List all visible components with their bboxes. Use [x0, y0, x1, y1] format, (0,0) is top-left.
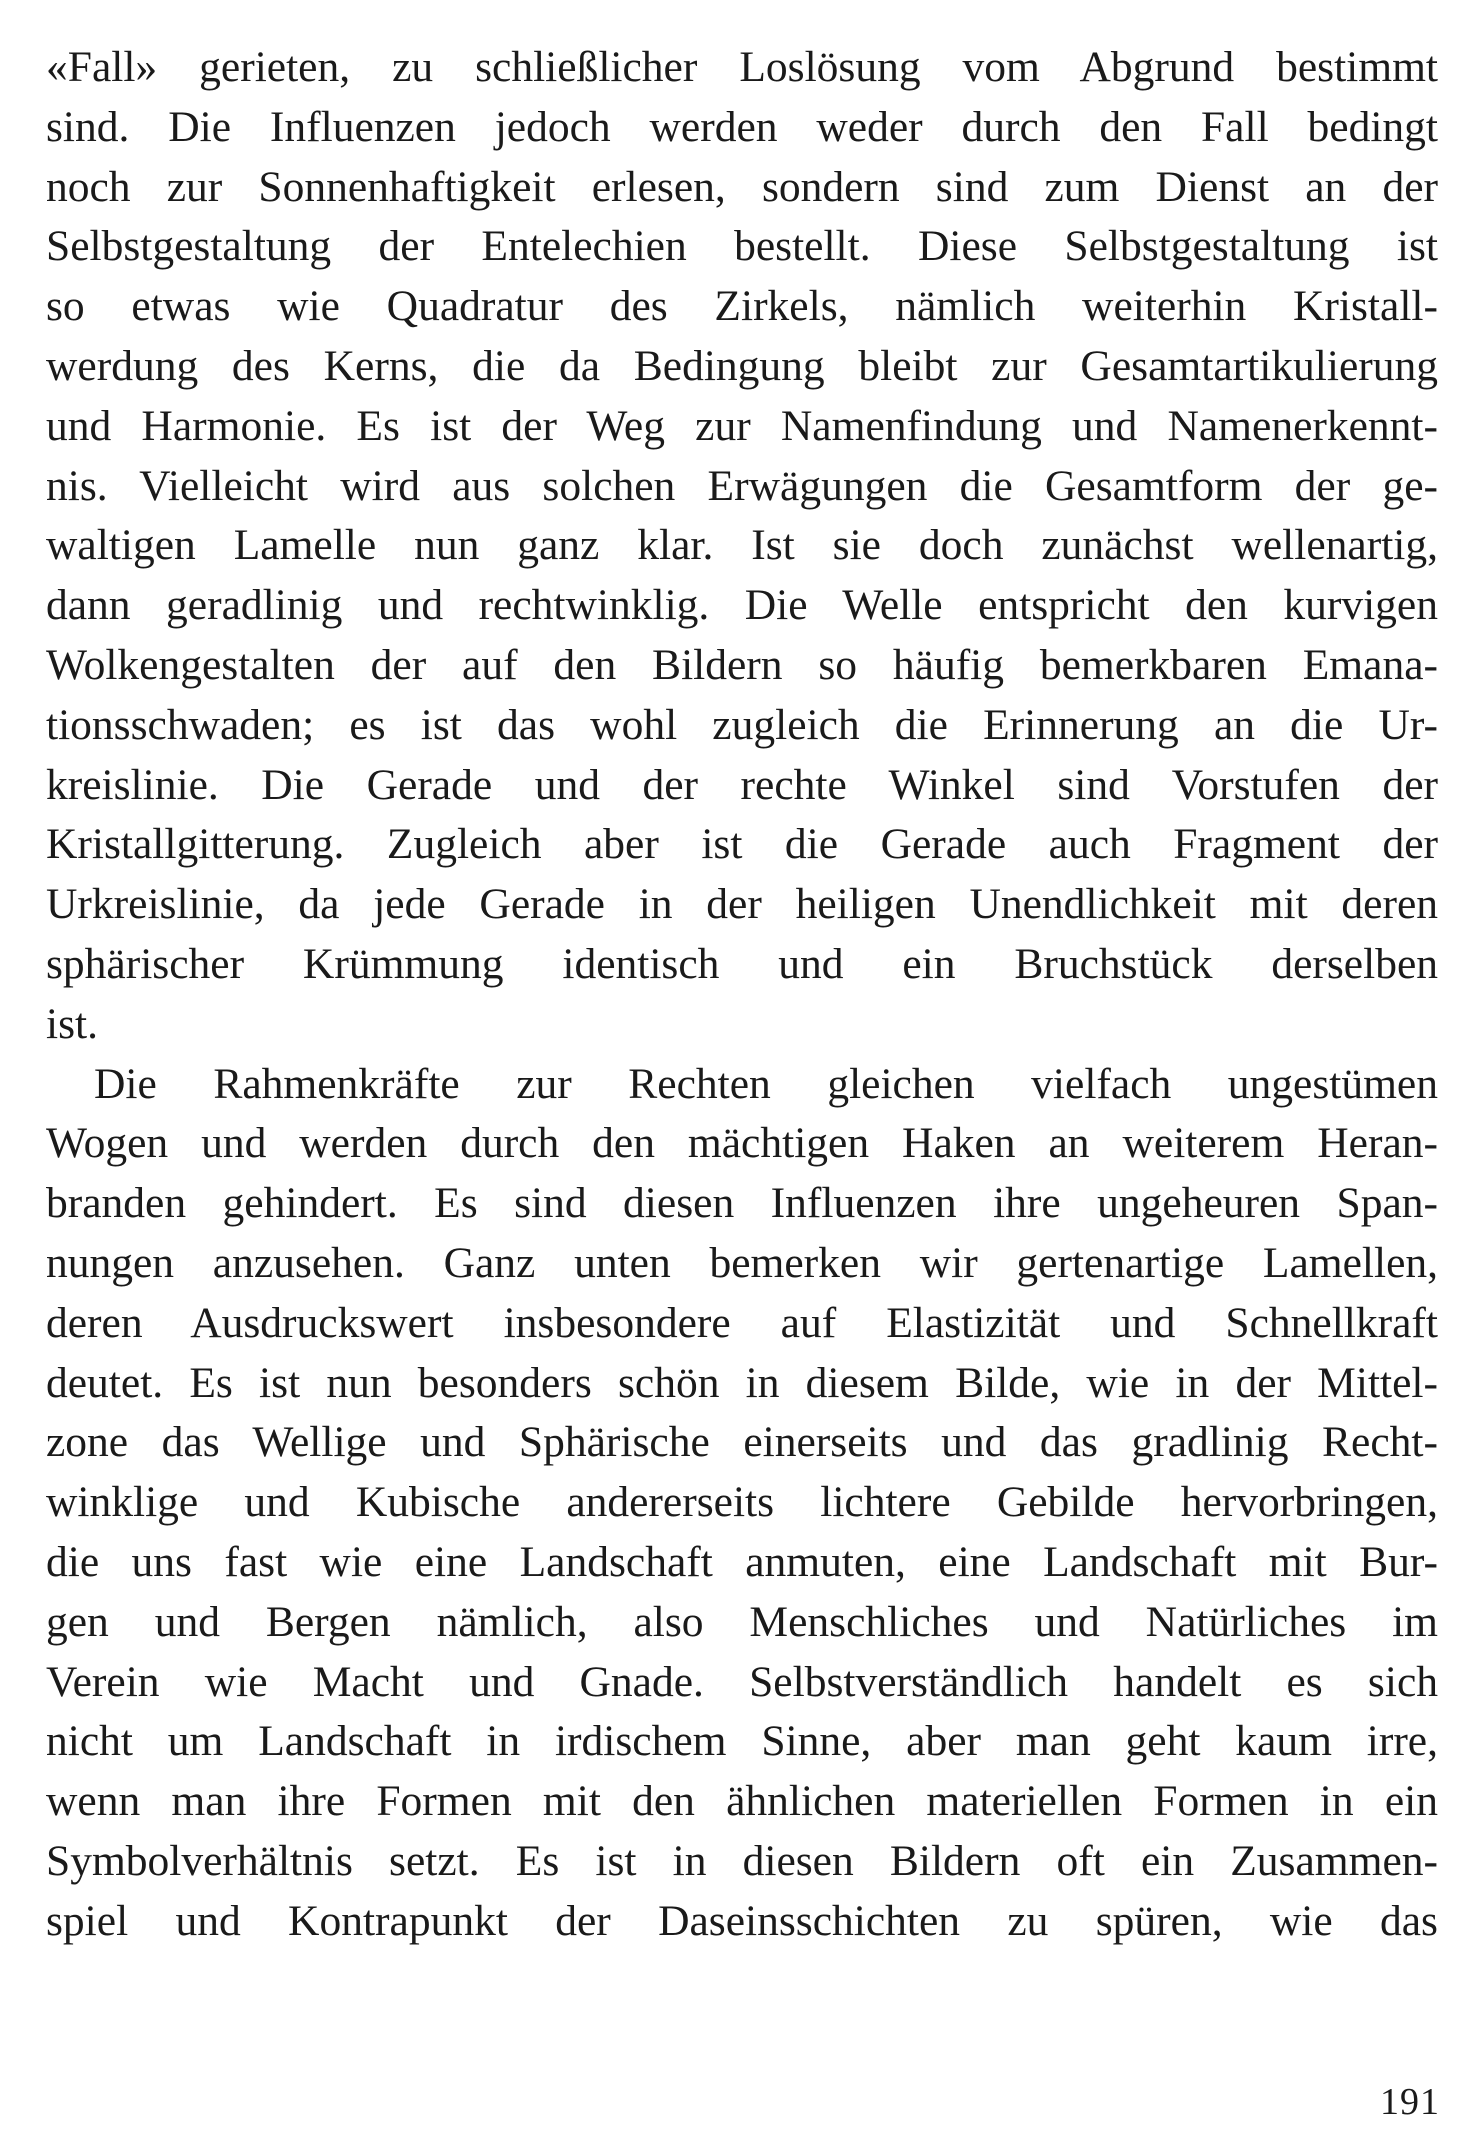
- text-line: spiel und Kontrapunkt der Daseinsschichten zu spüren, wie das: [46, 1896, 1438, 1945]
- body-text: [46, 38, 1438, 1952]
- text-line: Urkreislinie, da jede Gerade in der heiligen Unendlichkeit mit deren: [46, 880, 1438, 929]
- text-line: gen und Bergen nämlich, also Menschliches und Natürliches im: [46, 1597, 1438, 1646]
- text-line: sphärischer Krümmung identisch und ein Bruchstück derselben: [46, 939, 1438, 988]
- text-line: branden gehindert. Es sind diesen Influenzen ihre ungeheuren Span-: [46, 1179, 1438, 1228]
- text-line: die uns fast wie eine Landschaft anmuten, eine Landschaft mit Bur-: [46, 1537, 1438, 1586]
- text-line: winklige und Kubische andererseits lichtere Gebilde hervorbringen,: [46, 1478, 1438, 1527]
- paragraph-1: [46, 38, 1438, 1055]
- text-line: Die Rahmenkräfte zur Rechten gleichen vielfach ungestümen: [94, 1059, 1438, 1108]
- text-line: noch zur Sonnenhaftigkeit erlesen, sondern sind zum Dienst an der: [46, 162, 1438, 211]
- text-line: Selbstgestaltung der Entelechien bestellt. Diese Selbstgestaltung ist: [46, 222, 1438, 271]
- text-line: Wogen und werden durch den mächtigen Haken an weiterem Heran-: [46, 1119, 1438, 1168]
- text-line: nicht um Landschaft in irdischem Sinne, aber man geht kaum irre,: [46, 1717, 1438, 1766]
- text-line: nungen anzusehen. Ganz unten bemerken wir gertenartige Lamellen,: [46, 1238, 1438, 1287]
- text-line: und Harmonie. Es ist der Weg zur Namenfindung und Namenerkennt-: [46, 401, 1438, 450]
- text-line: ist.: [46, 999, 98, 1048]
- text-line: Verein wie Macht und Gnade. Selbstverständlich handelt es sich: [46, 1657, 1438, 1706]
- text-line: so etwas wie Quadratur des Zirkels, nämlich weiterhin Kristall-: [46, 282, 1438, 331]
- text-line: Kristallgitterung. Zugleich aber ist die Gerade auch Fragment der: [46, 820, 1438, 869]
- text-line: wenn man ihre Formen mit den ähnlichen materiellen Formen in ein: [46, 1777, 1438, 1826]
- text-line: waltigen Lamelle nun ganz klar. Ist sie doch zunächst wellenartig,: [46, 521, 1438, 570]
- text-line: werdung des Kerns, die da Bedingung bleibt zur Gesamtartikulierung: [46, 341, 1438, 390]
- text-line: deutet. Es ist nun besonders schön in diesem Bilde, wie in der Mittel-: [46, 1358, 1438, 1407]
- text-line: deren Ausdruckswert insbesondere auf Elastizität und Schnellkraft: [46, 1298, 1438, 1347]
- text-line: Wolkengestalten der auf den Bildern so häufig bemerkbaren Emana-: [46, 640, 1438, 689]
- text-line: tionsschwaden; es ist das wohl zugleich die Erinnerung an die Ur-: [46, 700, 1438, 749]
- text-line: dann geradlinig und rechtwinklig. Die Welle entspricht den kurvigen: [46, 581, 1438, 630]
- text-line: «Fall» gerieten, zu schließlicher Loslösung vom Abgrund bestimmt: [46, 43, 1438, 91]
- text-line: sind. Die Influenzen jedoch werden weder durch den Fall bedingt: [46, 102, 1438, 151]
- page-number: 191: [1380, 2081, 1440, 2123]
- text-line: Symbolverhältnis setzt. Es ist in diesen Bildern oft ein Zusammen-: [46, 1836, 1438, 1885]
- paragraph-2: [46, 1055, 1438, 1952]
- text-line: nis. Vielleicht wird aus solchen Erwägungen die Gesamtform der ge-: [46, 461, 1438, 510]
- text-line: zone das Wellige und Sphärische einerseits und das gradlinig Recht-: [46, 1418, 1438, 1467]
- text-line: kreislinie. Die Gerade und der rechte Winkel sind Vorstufen der: [46, 760, 1438, 809]
